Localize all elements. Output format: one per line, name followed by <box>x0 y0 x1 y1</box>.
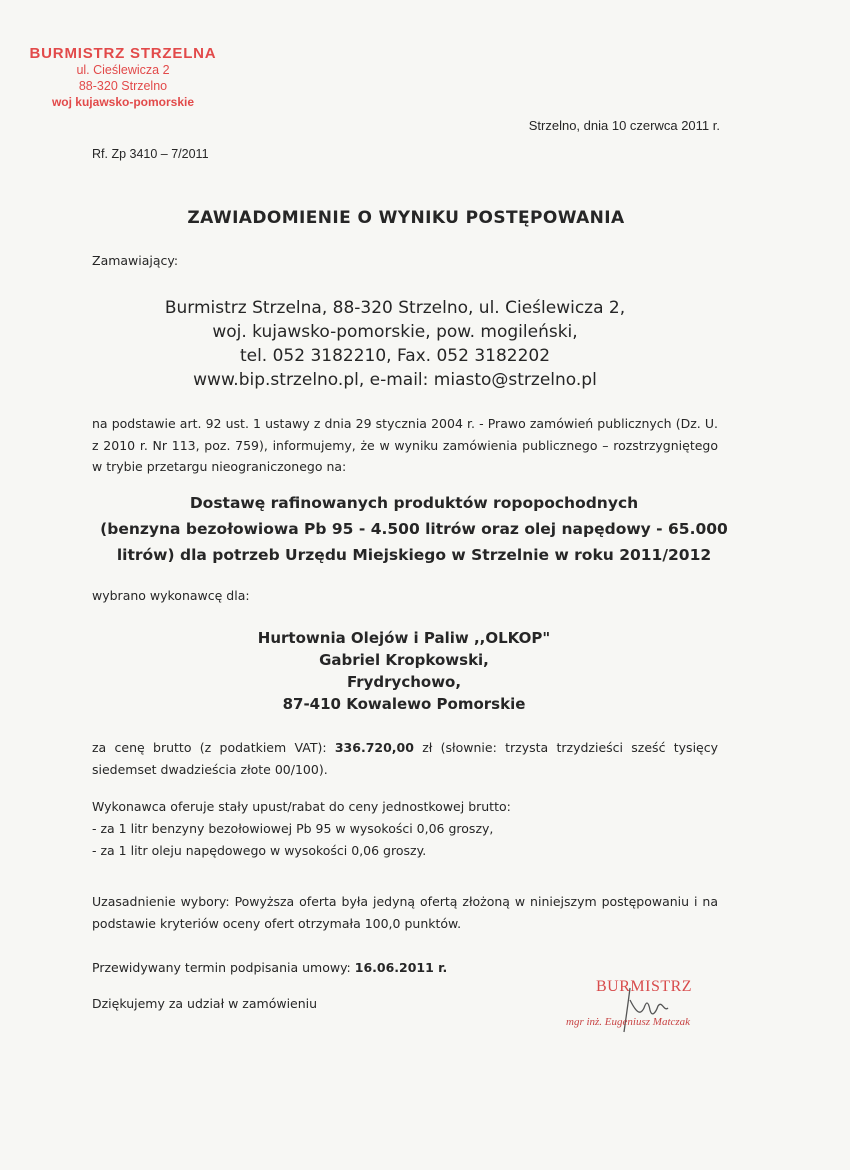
legal-basis-paragraph: na podstawie art. 92 ust. 1 ustawy z dnia 29 stycznia 2004 r. - Prawo zamówień publicznych (Dz. U. z 2010 r. Nr 113, poz. 759), informujemy, że w wyniku zamówienia publicznego – rozstrzygniętego w trybie przetargu nieograniczonego na: <box>92 416 718 474</box>
price-prefix: za cenę brutto (z podatkiem VAT): <box>92 740 335 755</box>
ordering-label: Zamawiający: <box>92 253 179 268</box>
ordering-party-line-1: Burmistrz Strzelna, 88-320 Strzelno, ul. Cieślewicza 2, <box>164 298 626 318</box>
price-paragraph <box>92 737 718 780</box>
ordering-party-line-2: woj. kujawsko-pomorskie, pow. mogileński, <box>212 322 578 342</box>
ordering-party-line-3: tel. 052 3182210, Fax. 052 3182202 <box>239 346 551 366</box>
procurement-subject <box>0 490 828 568</box>
discount-intro: Wykonawca oferuje stały upust/rabat do ceny jednostkowej brutto: <box>92 799 511 814</box>
stamp-line-3: 88-320 Strzelno <box>78 79 168 93</box>
stamp-line-1: BURMISTRZ STRZELNA <box>29 45 217 62</box>
subject-line-1: Dostawę rafinowanych produktów ropopochodnych <box>189 494 639 512</box>
discount-block <box>92 796 511 862</box>
signatory-name: mgr inż. Eugeniusz Matczak <box>566 1016 691 1028</box>
contractor-line-3: Frydrychowo, <box>346 673 462 691</box>
contractor-line-4: 87-410 Kowalewo Pomorskie <box>282 695 526 713</box>
signing-term <box>92 957 447 979</box>
price-amount: 336.720,00 <box>334 740 414 755</box>
document-title: ZAWIADOMIENIE O WYNIKU POSTĘPOWANIA <box>187 208 625 228</box>
chosen-contractor-label: wybrano wykonawcę dla: <box>92 588 250 603</box>
thanks-line: Dziękujemy za udział w zamówieniu <box>92 996 318 1011</box>
discount-item-petrol: - za 1 litr benzyny bezołowiowej Pb 95 w wysokości 0,06 groszy, <box>92 821 494 836</box>
ordering-party-line-4: www.bip.strzelno.pl, e-mail: miasto@strzelno.pl <box>193 370 597 390</box>
stamp-line-4: woj kujawsko-pomorskie <box>51 95 195 109</box>
subject-line-2: (benzyna bezołowiowa Pb 95 - 4.500 litrów oraz olej napędowy - 65.000 <box>100 520 728 538</box>
office-stamp <box>28 46 218 110</box>
handwritten-signature-icon <box>610 982 690 1042</box>
price-suffix: zł (słownie: trzysta trzydzieści sześć tysięcy siedemset dwadzieścia złote 00/100). <box>92 740 718 777</box>
contractor-line-2: Gabriel Kropkowski, <box>319 651 489 669</box>
reference-number: Rf. Zp 3410 – 7/2011 <box>92 147 209 161</box>
subject-line-3: litrów) dla potrzeb Urzędu Miejskiego w Strzelnie w roku 2011/2012 <box>116 546 712 564</box>
signing-date: 16.06.2011 r. <box>354 960 448 975</box>
justification-paragraph: Uzasadnienie wybory: Powyższa oferta była jedyną ofertą złożoną w niniejszym postępowaniu i na podstawie kryteriów oceny ofert otrzymała 100,0 punktów. <box>92 894 718 931</box>
contractor-line-1: Hurtownia Olejów i Paliw ,,OLKOP" <box>257 629 551 647</box>
document-date: Strzelno, dnia 10 czerwca 2011 r. <box>528 118 720 133</box>
contractor-block <box>0 627 808 715</box>
signature-stamp <box>560 972 750 1042</box>
discount-item-diesel: - za 1 litr oleju napędowego w wysokości 0,06 groszy. <box>92 843 427 858</box>
stamp-line-2: ul. Cieślewicza 2 <box>76 63 170 77</box>
signature-stamp-title: BURMISTRZ <box>596 978 693 995</box>
signing-prefix: Przewidywany termin podpisania umowy: <box>92 960 355 975</box>
ordering-party <box>0 296 790 392</box>
